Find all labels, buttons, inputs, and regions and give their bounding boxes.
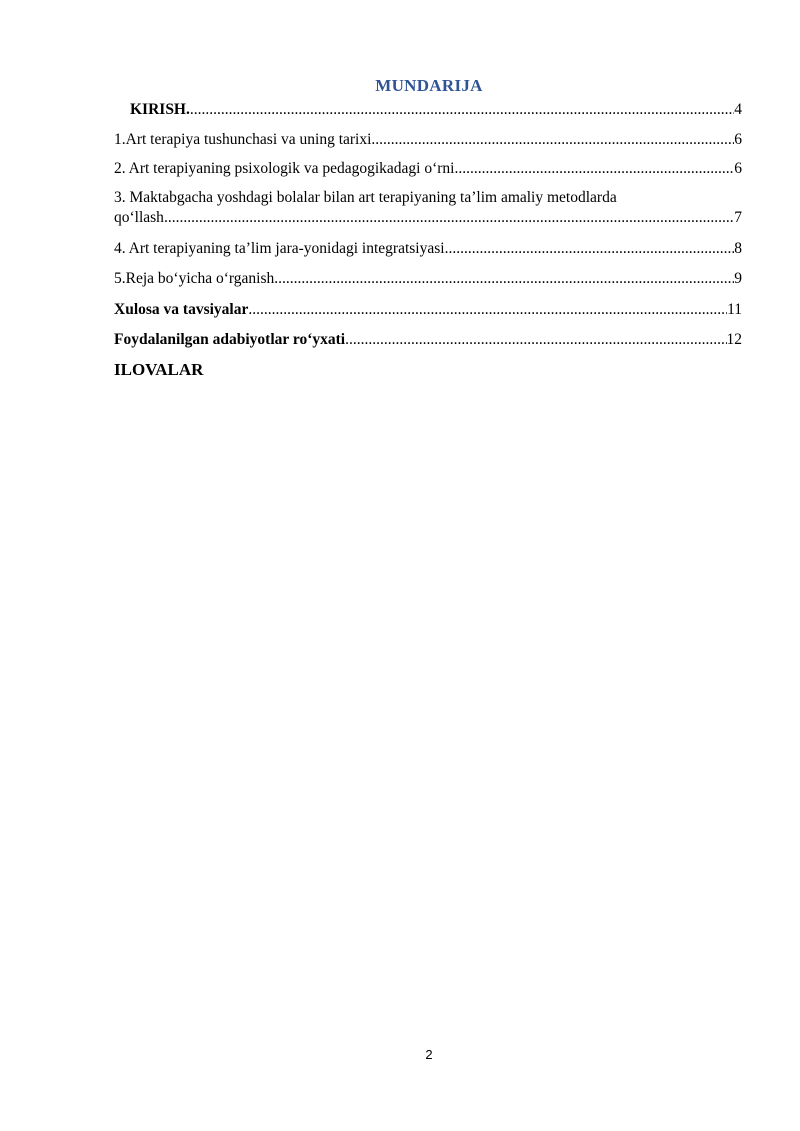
toc-entry-label-line2: qo‘llash — [114, 209, 164, 226]
toc-leader-dots — [371, 130, 734, 150]
toc-leader-dots — [274, 269, 734, 289]
toc-entry-page: 4 — [734, 101, 742, 118]
toc-leader-dots — [445, 239, 735, 259]
toc-entry-section-1[interactable] — [114, 130, 742, 150]
toc-entry-section-5[interactable] — [114, 269, 742, 289]
toc-entry-page: 8 — [734, 240, 742, 257]
toc-title: MUNDARIJA — [375, 76, 483, 95]
toc-entry-ilovalar[interactable]: ILOVALAR — [114, 360, 204, 379]
toc-entry-line2 — [114, 208, 742, 228]
toc-entry-adabiyotlar[interactable] — [114, 330, 742, 350]
toc-leader-dots — [455, 159, 735, 179]
toc-entry-label-line1: 3. Maktabgacha yoshdagi bolalar bilan art terapiyaning ta’lim amaliy metodlarda — [114, 189, 617, 206]
toc-leader-dots — [345, 330, 726, 350]
toc-entry-label: KIRISH. — [130, 101, 190, 118]
toc-entry-page: 6 — [734, 160, 742, 177]
toc-entry-section-4[interactable] — [114, 239, 742, 259]
toc-entry-xulosa[interactable] — [114, 300, 742, 320]
toc-leader-dots — [164, 208, 734, 228]
toc-entry-label: Xulosa va tavsiyalar — [114, 301, 249, 318]
toc-entry-page: 6 — [734, 131, 742, 148]
toc-entry-page: 9 — [734, 270, 742, 287]
toc-entry-page: 7 — [734, 209, 742, 226]
toc-entry-page: 12 — [726, 331, 742, 348]
toc-entry-label: 5.Reja bo‘yicha o‘rganish — [114, 270, 275, 287]
toc-entry-page: 11 — [727, 301, 742, 318]
toc-entry-kirish[interactable] — [114, 100, 742, 120]
toc-leader-dots — [248, 300, 727, 320]
toc-leader-dots — [190, 100, 734, 120]
toc-entry-label: Foydalanilgan adabiyotlar ro‘yxati — [114, 331, 346, 348]
toc-entry-label: 2. Art terapiyaning psixologik va pedagogikadagi o‘rni — [114, 160, 455, 177]
table-of-contents — [114, 98, 742, 381]
toc-entry-label: 4. Art terapiyaning ta’lim jara-yonidagi integratsiyasi — [114, 240, 445, 257]
page-number: 2 — [425, 1047, 433, 1062]
toc-entry-label: 1.Art terapiya tushunchasi va uning tarixi — [114, 131, 372, 148]
toc-entry-section-3[interactable] — [114, 188, 742, 228]
toc-entry-section-2[interactable] — [114, 159, 742, 179]
